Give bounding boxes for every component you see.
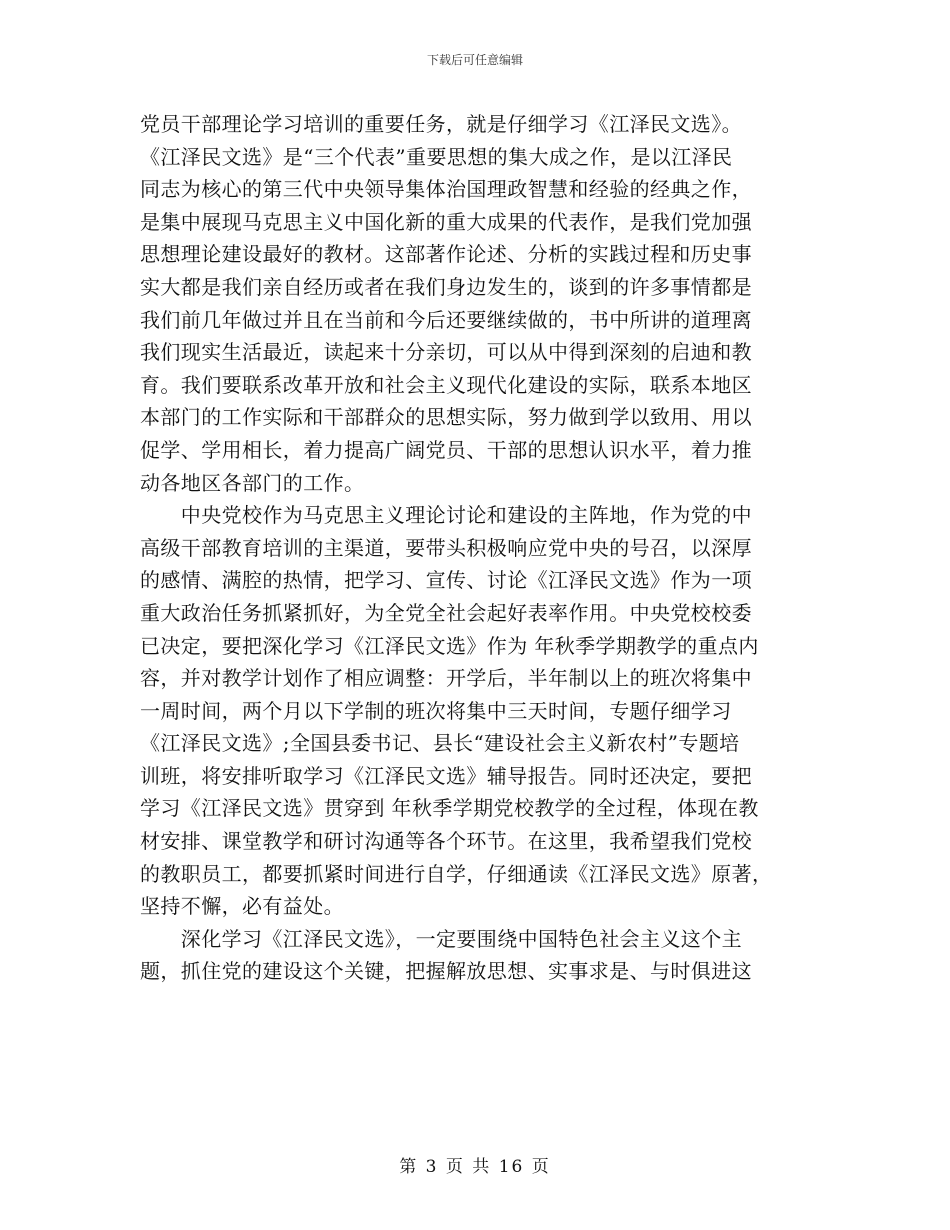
- text-line: 《江泽民文选》是“三个代表”重要思想的集大成之作，是以江泽民: [140, 144, 733, 169]
- text-line: 中央党校作为马克思主义理论讨论和建设的主阵地，作为党的中: [140, 503, 752, 528]
- text-line: 党员干部理论学习培训的重要任务，就是仔细学习《江泽民文选》。: [140, 112, 742, 136]
- text-line: 学习《江泽民文选》贯穿到 年秋季学期党校教学的全过程，体现在教: [140, 796, 759, 821]
- text-line: 训班，将安排听取学习《江泽民文选》辅导报告。同时还决定，要把: [140, 763, 752, 788]
- text-line: 我们现实生活最近，读起来十分亲切，可以从中得到深刻的启迪和教: [140, 340, 752, 365]
- text-line: 已决定，要把深化学习《江泽民文选》作为 年秋季学期教学的重点内: [140, 633, 759, 658]
- text-line: 容，并对教学计划作了相应调整：开学后，半年制以上的班次将集中: [140, 666, 752, 691]
- text-line: 本部门的工作实际和干部群众的思想实际，努力做到学以致用、用以: [140, 405, 752, 430]
- text-line: 实大都是我们亲自经历或者在我们身边发生的，谈到的许多事情都是: [140, 274, 752, 299]
- text-line: 的感情、满腔的热情，把学习、宣传、讨论《江泽民文选》作为一项: [140, 568, 752, 593]
- text-line: 的教职员工，都要抓紧时间进行自学，仔细通读《江泽民文选》原著，: [140, 861, 773, 886]
- text-line: 促学、学用相长，着力提高广阔党员、干部的思想认识水平，着力推: [140, 437, 752, 462]
- text-line: 题，抓住党的建设这个关键，把握解放思想、实事求是、与时俱进这: [140, 959, 752, 984]
- paragraph-2: [140, 499, 810, 923]
- text-line: 坚持不懈，必有益处。: [140, 894, 344, 919]
- paragraph-1: [140, 108, 810, 499]
- page-header: 下载后可任意编辑: [426, 53, 523, 67]
- text-line: 重大政治任务抓紧抓好，为全党全社会起好表率作用。中央党校校委: [140, 600, 752, 625]
- document-body: [140, 108, 810, 988]
- text-line: 育。我们要联系改革开放和社会主义现代化建设的实际，联系本地区: [140, 372, 752, 397]
- text-line: 是集中展现马克思主义中国化新的重大成果的代表作，是我们党加强: [140, 209, 752, 234]
- text-line: 我们前几年做过并且在当前和今后还要继续做的，书中所讲的道理离: [140, 307, 752, 332]
- text-line: 思想理论建设最好的教材。这部著作论述、分析的实践过程和历史事: [140, 242, 752, 267]
- text-line: 《江泽民文选》;全国县委书记、县长“建设社会主义新农村”专题培: [140, 731, 740, 756]
- text-line: 同志为核心的第三代中央领导集体治国理政智慧和经验的经典之作，: [140, 177, 752, 202]
- text-line: 动各地区各部门的工作。: [140, 470, 365, 495]
- text-line: 高级干部教育培训的主渠道，要带头积极响应党中央的号召，以深厚: [140, 535, 752, 560]
- text-line: 深化学习《江泽民文选》，一定要围绕中国特色社会主义这个主: [140, 926, 742, 951]
- text-line: 一周时间，两个月以下学制的班次将集中三天时间，专题仔细学习: [140, 698, 732, 723]
- page-number: 第 3 页 共 16 页: [399, 1157, 551, 1177]
- text-line: 材安排、课堂教学和研讨沟通等各个环节。在这里，我希望我们党校: [140, 829, 752, 854]
- paragraph-3: [140, 923, 810, 988]
